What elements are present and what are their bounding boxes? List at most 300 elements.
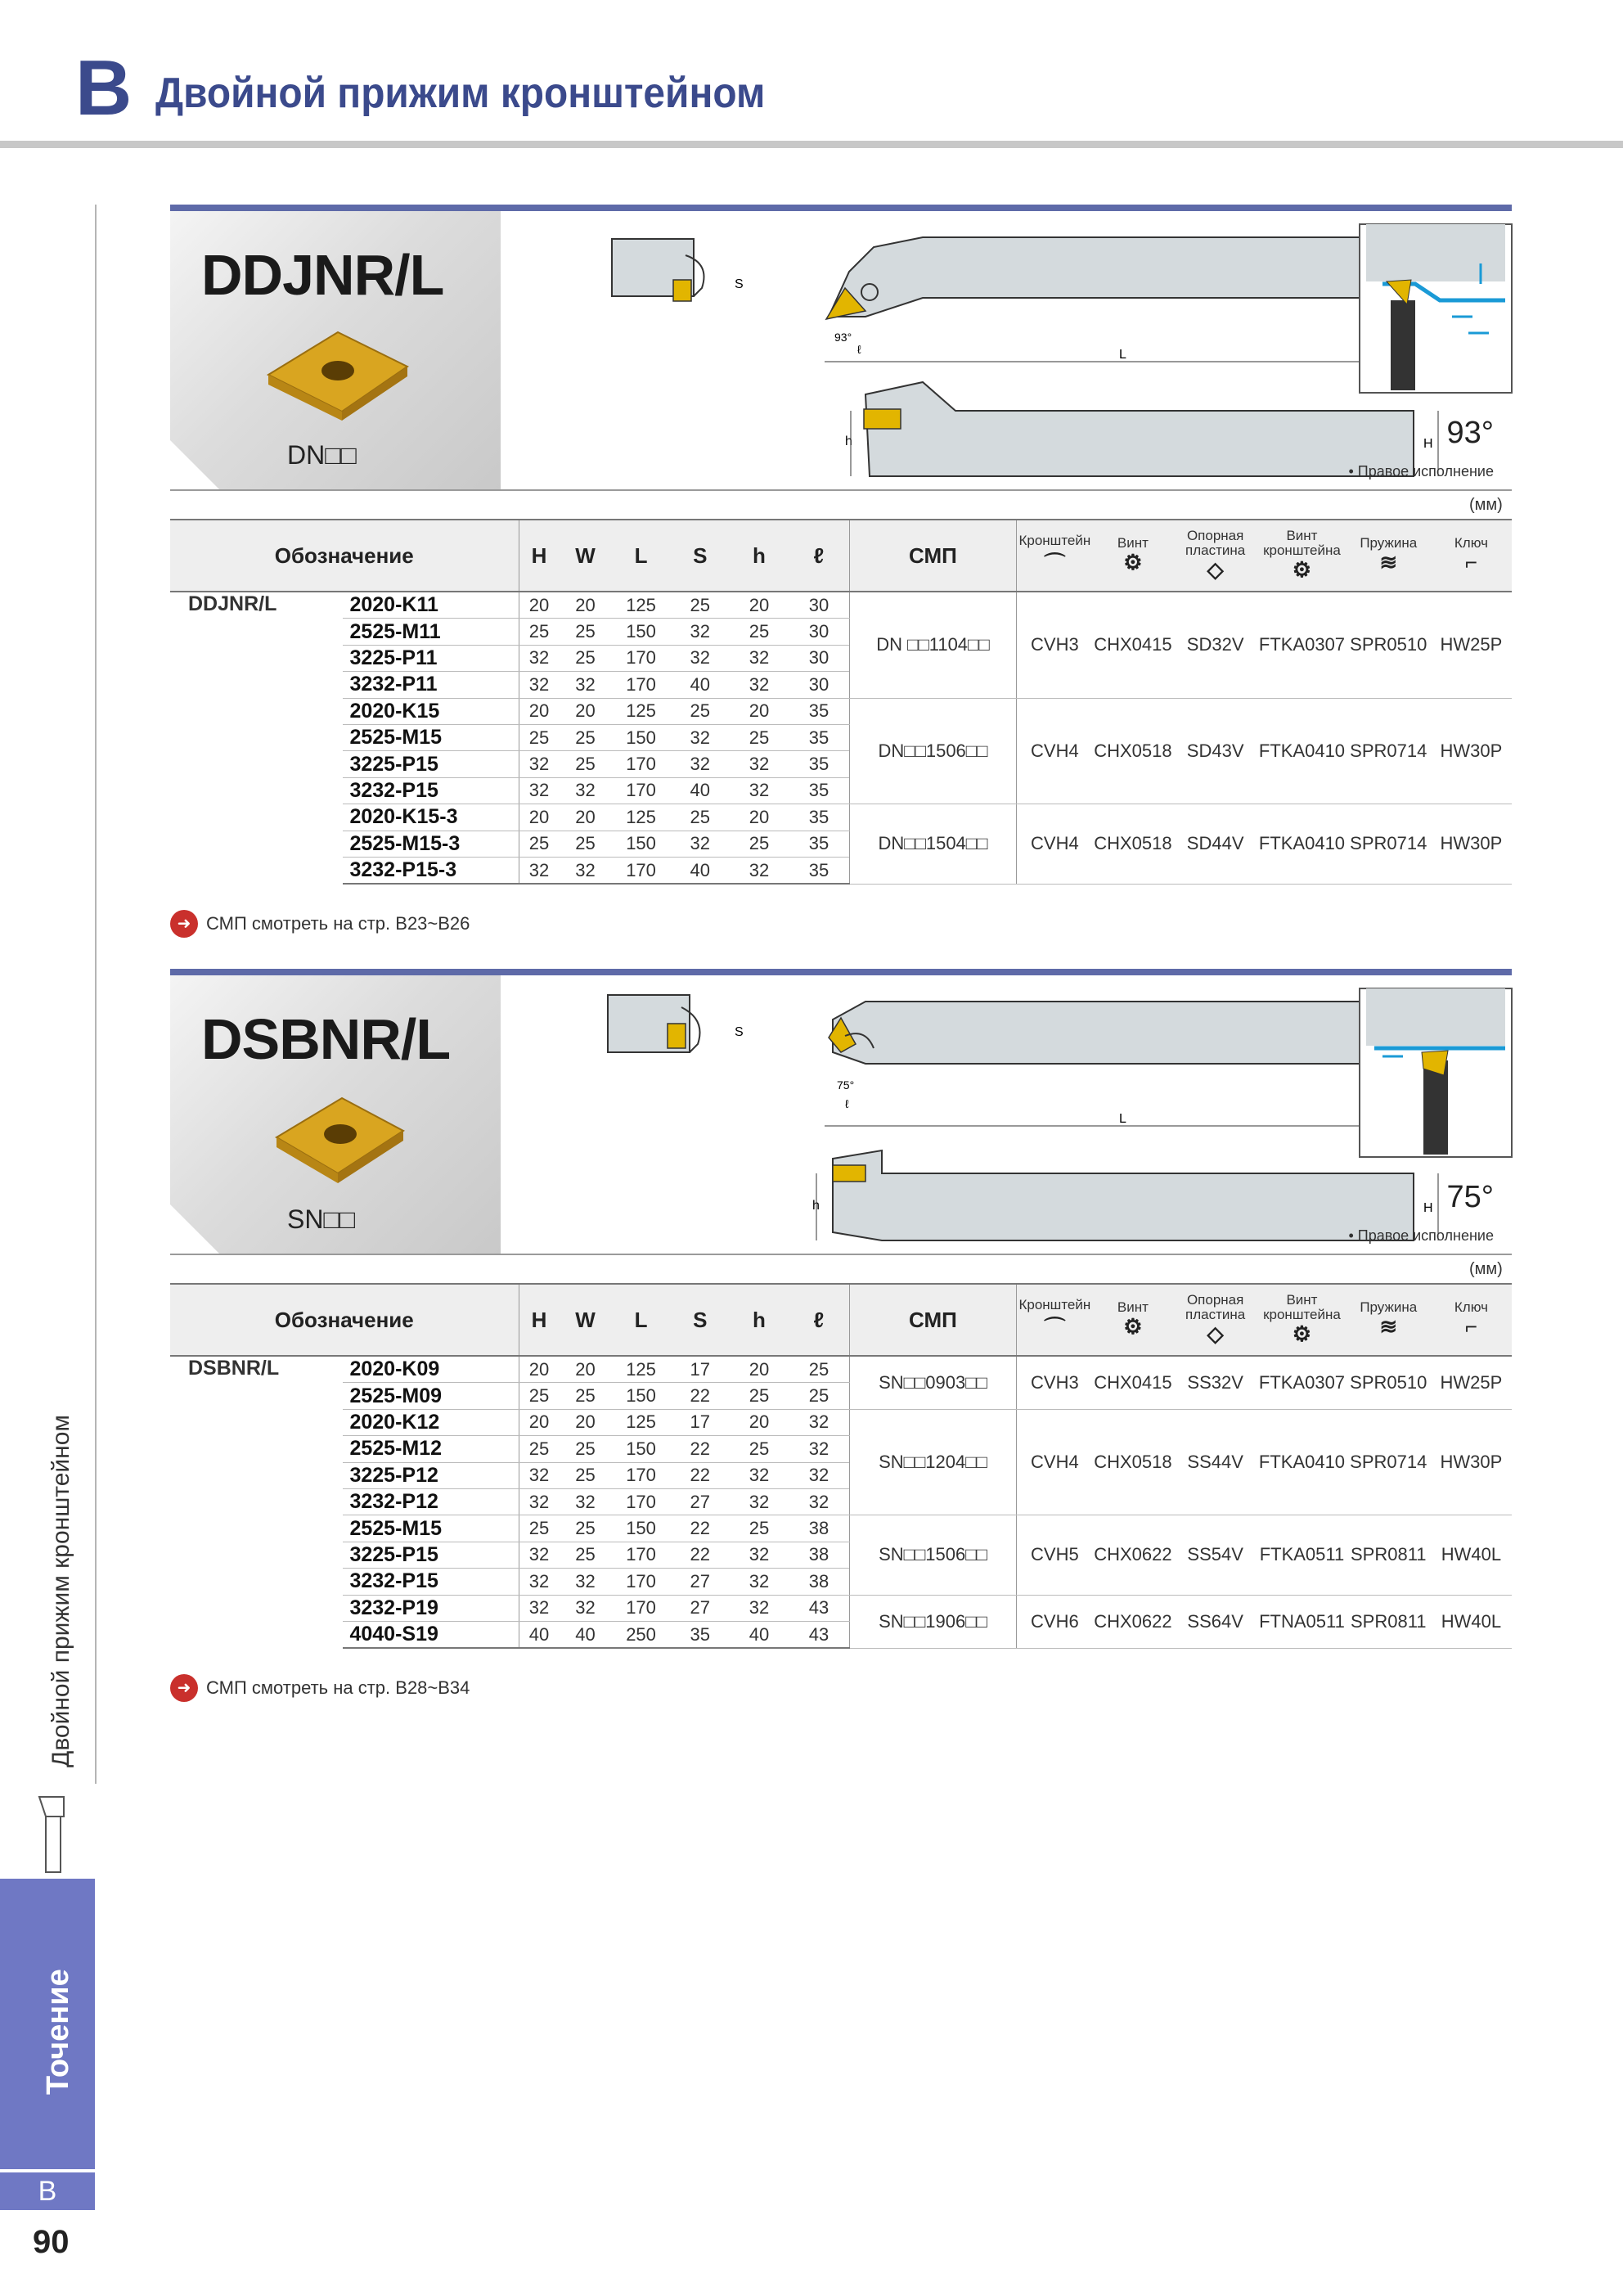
table-cell: 30 [789, 645, 849, 671]
table-cell: 170 [611, 751, 670, 777]
section1-note [170, 910, 470, 938]
table-cell: CHX0518 [1093, 804, 1173, 885]
table-cell: 40 [560, 1621, 612, 1648]
section1-execution: • Правое исполнение [1348, 463, 1494, 479]
table-cell: 40 [671, 777, 730, 804]
table-cell: 32 [730, 1542, 789, 1568]
table-cell: CHX0518 [1093, 698, 1173, 804]
side-divider [95, 205, 97, 1784]
table-cell: 2020-K15-3 [343, 804, 519, 831]
table-cell: 32 [519, 751, 560, 777]
col-H: H [519, 1284, 560, 1356]
table-cell: 20 [560, 1409, 612, 1435]
insert-cell: SN□□1906□□ [849, 1595, 1016, 1648]
table-cell: 25 [730, 1436, 789, 1462]
table-cell: 25 [560, 1462, 612, 1488]
dim-l-label: ℓ [857, 343, 861, 356]
table-cell: 25 [671, 592, 730, 619]
section1-units: (мм) [1469, 496, 1503, 514]
table-cell: 20 [560, 698, 612, 724]
table-cell: 25 [560, 619, 612, 645]
section-letter: B [75, 44, 133, 132]
table-cell: 170 [611, 1542, 670, 1568]
table-cell: SD44V [1173, 804, 1257, 885]
table-cell: 3232-P15 [343, 1569, 519, 1595]
table-cell: 38 [789, 1569, 849, 1595]
col-designation: Обозначение [170, 1284, 519, 1356]
table-cell: 25 [519, 1515, 560, 1542]
table-cell: 40 [519, 1621, 560, 1648]
col-shim: Опорная пластина [1185, 527, 1246, 558]
table-cell: 32 [519, 1542, 560, 1568]
key-icon: ⌐ [1464, 1314, 1478, 1339]
table-cell: 32 [519, 777, 560, 804]
table-cell: 32 [789, 1436, 849, 1462]
clamp-icon: ⌒ [1044, 551, 1066, 577]
table-cell: 32 [671, 724, 730, 750]
clamp-icon: ⌒ [1044, 1316, 1066, 1341]
table-cell: 2020-K09 [343, 1356, 519, 1383]
table-cell: 27 [671, 1569, 730, 1595]
table-cell: FTKA0511 [1257, 1515, 1346, 1595]
table-cell: FTKA0410 [1257, 1409, 1346, 1515]
table-cell: 170 [611, 1569, 670, 1595]
table-cell: SS64V [1173, 1595, 1257, 1648]
table-cell: CVH5 [1017, 1515, 1093, 1595]
col-screw: Винт [1117, 534, 1149, 551]
table-cell: CHX0415 [1093, 592, 1173, 698]
table-cell: 25 [671, 804, 730, 831]
section2-note [170, 1674, 470, 1702]
table-cell: 25 [519, 1383, 560, 1409]
screw-icon: ⚙ [1123, 550, 1143, 575]
table-cell: 2525-M15 [343, 1515, 519, 1542]
table-cell: SPR0714 [1347, 1409, 1431, 1515]
table-cell: 22 [671, 1515, 730, 1542]
spring-icon: ≋ [1379, 1314, 1398, 1339]
col-l: ℓ [789, 520, 849, 592]
table-cell: 170 [611, 777, 670, 804]
table-cell: 25 [560, 831, 612, 857]
table-cell: CVH4 [1017, 1409, 1093, 1515]
table-cell: 32 [560, 777, 612, 804]
col-key: Ключ [1454, 1299, 1488, 1315]
table-cell: 40 [671, 857, 730, 884]
table-cell: 40 [671, 672, 730, 698]
table-cell: HW25P [1431, 592, 1512, 698]
series-name: DDJNR/L [188, 592, 277, 615]
col-insert: СМП [849, 1284, 1016, 1356]
dim-S-label: S [735, 1025, 744, 1039]
table-cell: CVH4 [1017, 698, 1093, 804]
table-cell: FTKA0410 [1257, 804, 1346, 885]
section1-product-card [170, 211, 501, 489]
table-cell: 20 [730, 804, 789, 831]
table-cell: HW40L [1431, 1595, 1512, 1648]
col-clamp: Кронштейн [1018, 1296, 1091, 1312]
table-cell: 32 [519, 857, 560, 884]
col-shim-screw: Винт кронштейна [1263, 527, 1341, 558]
table-cell: 32 [560, 1488, 612, 1515]
table-cell: 25 [560, 1515, 612, 1542]
header-divider [0, 141, 1623, 148]
tool-thumbnail-icon [31, 1792, 77, 1874]
table-cell: 38 [789, 1542, 849, 1568]
table-cell: 32 [789, 1409, 849, 1435]
chapter-letter: B [0, 2172, 95, 2210]
table-row [170, 698, 1512, 724]
series-name: DSBNR/L [188, 1357, 280, 1380]
dn-insert-image [252, 317, 416, 424]
table-cell: 32 [789, 1462, 849, 1488]
col-clamp: Кронштейн [1018, 532, 1091, 548]
spring-icon: ≋ [1379, 550, 1398, 575]
table-cell: 2525-M12 [343, 1436, 519, 1462]
col-h: h [730, 520, 789, 592]
table-cell: 2525-M15 [343, 724, 519, 750]
pointer-icon: ➜ [170, 1674, 198, 1702]
table-cell: 25 [730, 1515, 789, 1542]
table-header-row [170, 1284, 1512, 1356]
table-cell: 170 [611, 1462, 670, 1488]
table-cell: 25 [560, 645, 612, 671]
table-cell: 170 [611, 672, 670, 698]
table-cell: 43 [789, 1621, 849, 1648]
table-cell: CVH3 [1017, 592, 1093, 698]
section2-insert-code: SN□□ [287, 1204, 356, 1234]
table-cell: 35 [789, 751, 849, 777]
col-designation: Обозначение [170, 520, 519, 592]
table-cell: 25 [730, 1383, 789, 1409]
table-header-row [170, 520, 1512, 592]
table-cell: 170 [611, 1595, 670, 1621]
table-cell: 3232-P15 [343, 777, 519, 804]
table-cell: 17 [671, 1356, 730, 1383]
table-cell: 20 [519, 804, 560, 831]
dim-l-label: ℓ [845, 1097, 849, 1110]
col-insert: СМП [849, 520, 1016, 592]
section2-note-text: СМП смотреть на стр. B28~B34 [206, 1677, 470, 1698]
table-cell: FTNA0511 [1257, 1595, 1346, 1648]
section2-angle: 75° [1446, 1180, 1494, 1214]
key-icon: ⌐ [1464, 550, 1478, 575]
table-row [170, 1409, 1512, 1435]
section2-execution: • Правое исполнение [1348, 1227, 1494, 1244]
table-cell: 22 [671, 1436, 730, 1462]
col-W: W [560, 520, 612, 592]
shim-screw-icon: ⚙ [1292, 1321, 1312, 1347]
table-cell: 125 [611, 698, 670, 724]
table-cell: 25 [730, 724, 789, 750]
table-row [170, 1595, 1512, 1621]
table-cell: 32 [560, 1595, 612, 1621]
table-cell: 20 [560, 804, 612, 831]
table-cell: 150 [611, 1436, 670, 1462]
table-cell: 125 [611, 592, 670, 619]
table-cell: 150 [611, 1515, 670, 1542]
shim-icon: ◇ [1207, 1321, 1224, 1347]
table-cell: 32 [730, 645, 789, 671]
table-cell: 32 [519, 1595, 560, 1621]
table-cell: 25 [519, 724, 560, 750]
col-H: H [519, 520, 560, 592]
table-cell: 22 [671, 1462, 730, 1488]
table-cell: 17 [671, 1409, 730, 1435]
table-cell: 35 [789, 857, 849, 884]
table-cell: 25 [560, 751, 612, 777]
dim-H-label: H [1423, 1201, 1433, 1215]
col-shim-screw: Винт кронштейна [1263, 1291, 1341, 1322]
col-spring: Пружина [1360, 534, 1418, 551]
section1-application-sketch [1358, 223, 1513, 394]
table-row [170, 804, 1512, 831]
table-cell: 35 [789, 724, 849, 750]
table-cell: SS54V [1173, 1515, 1257, 1595]
table-cell: 125 [611, 1356, 670, 1383]
table-cell: HW30P [1431, 804, 1512, 885]
table-cell: 25 [730, 619, 789, 645]
insert-cell: DN□□1504□□ [849, 804, 1016, 885]
table-cell: SPR0714 [1347, 804, 1431, 885]
table-cell: 32 [730, 777, 789, 804]
dim-angle-label: 93° [834, 331, 852, 344]
table-cell: SPR0811 [1347, 1595, 1431, 1648]
table-cell: HW25P [1431, 1356, 1512, 1409]
col-L: L [611, 1284, 670, 1356]
table-cell: SS44V [1173, 1409, 1257, 1515]
table-cell: 20 [519, 698, 560, 724]
table-cell: 32 [730, 857, 789, 884]
section1-insert-code: DN□□ [287, 440, 357, 470]
section2-product-card [170, 975, 501, 1254]
table-cell: 32 [671, 645, 730, 671]
table-cell: FTKA0307 [1257, 1356, 1346, 1409]
section1-panel [170, 211, 1512, 491]
table-cell: 25 [789, 1383, 849, 1409]
table-cell: 20 [560, 1356, 612, 1383]
table-cell: 32 [560, 672, 612, 698]
col-S: S [671, 520, 730, 592]
col-W: W [560, 1284, 612, 1356]
table-cell: CHX0415 [1093, 1356, 1173, 1409]
table-cell: 32 [671, 831, 730, 857]
dim-L-label: L [1119, 1112, 1126, 1126]
table-cell: 4040-S19 [343, 1621, 519, 1648]
table-cell: 32 [519, 672, 560, 698]
table-cell: CVH4 [1017, 804, 1093, 885]
table-cell: HW30P [1431, 1409, 1512, 1515]
table-cell: 20 [730, 592, 789, 619]
table-cell: 20 [730, 1356, 789, 1383]
table-cell: 170 [611, 1488, 670, 1515]
table-cell: SPR0714 [1347, 698, 1431, 804]
table-cell: 20 [519, 592, 560, 619]
col-S: S [671, 1284, 730, 1356]
table-cell: 22 [671, 1542, 730, 1568]
section1-spec-table [170, 519, 1512, 885]
table-cell: 3232-P19 [343, 1595, 519, 1621]
dim-L-label: L [1119, 348, 1126, 362]
table-cell: 3232-P15-3 [343, 857, 519, 884]
table-cell: 30 [789, 619, 849, 645]
section1-note-text: СМП смотреть на стр. B23~B26 [206, 913, 470, 934]
table-cell: 250 [611, 1621, 670, 1648]
table-cell: 170 [611, 857, 670, 884]
table-cell: SPR0811 [1347, 1515, 1431, 1595]
table-row [170, 592, 1512, 619]
table-cell: 25 [789, 1356, 849, 1383]
shim-screw-icon: ⚙ [1292, 557, 1312, 583]
col-spring: Пружина [1360, 1299, 1418, 1315]
table-cell: 30 [789, 592, 849, 619]
table-cell: 20 [519, 1409, 560, 1435]
table-cell: 3232-P12 [343, 1488, 519, 1515]
table-cell: 32 [671, 619, 730, 645]
table-cell: 2020-K12 [343, 1409, 519, 1435]
col-l: ℓ [789, 1284, 849, 1356]
table-cell: SS32V [1173, 1356, 1257, 1409]
table-cell: 2525-M15-3 [343, 831, 519, 857]
table-cell: 25 [671, 698, 730, 724]
table-cell: 2525-M11 [343, 619, 519, 645]
table-cell: 3225-P12 [343, 1462, 519, 1488]
section2-product-code: DSBNR/L [201, 1007, 451, 1071]
table-cell: CHX0622 [1093, 1515, 1173, 1595]
table-cell: SD43V [1173, 698, 1257, 804]
table-cell: CHX0518 [1093, 1409, 1173, 1515]
table-cell: 30 [789, 672, 849, 698]
table-cell: 32 [671, 751, 730, 777]
table-cell: 32 [730, 1488, 789, 1515]
section2-units: (мм) [1469, 1260, 1503, 1278]
table-cell: 20 [730, 1409, 789, 1435]
table-cell: 32 [730, 751, 789, 777]
table-cell: 3225-P11 [343, 645, 519, 671]
table-cell: 35 [789, 698, 849, 724]
table-cell: 25 [560, 1542, 612, 1568]
insert-cell: SN□□1204□□ [849, 1409, 1016, 1515]
table-cell: 32 [519, 645, 560, 671]
table-cell: 25 [560, 1383, 612, 1409]
table-cell: 2020-K15 [343, 698, 519, 724]
table-cell: 150 [611, 724, 670, 750]
section2-application-sketch [1358, 987, 1513, 1159]
table-cell: 35 [671, 1621, 730, 1648]
table-cell: 32 [560, 857, 612, 884]
table-cell: 32 [789, 1488, 849, 1515]
table-cell: 40 [730, 1621, 789, 1648]
table-cell: 32 [730, 672, 789, 698]
table-cell: 32 [519, 1488, 560, 1515]
table-cell: 27 [671, 1595, 730, 1621]
section2-panel [170, 975, 1512, 1255]
table-cell: 150 [611, 1383, 670, 1409]
table-row [170, 1515, 1512, 1542]
table-cell: 25 [560, 1436, 612, 1462]
insert-cell: DN□□1506□□ [849, 698, 1016, 804]
shim-icon: ◇ [1207, 557, 1224, 583]
page-number: 90 [33, 2224, 70, 2260]
col-key: Ключ [1454, 534, 1488, 551]
table-cell: 150 [611, 831, 670, 857]
sn-insert-image [252, 1082, 416, 1188]
dim-h-label: h [845, 434, 852, 448]
table-cell: 25 [519, 619, 560, 645]
table-cell: 20 [519, 1356, 560, 1383]
insert-cell: DN □□1104□□ [849, 592, 1016, 698]
section2-top-bar [170, 969, 1512, 975]
table-cell: 25 [519, 1436, 560, 1462]
dim-H-label: H [1423, 437, 1433, 451]
table-cell: 27 [671, 1488, 730, 1515]
section2-spec-table [170, 1283, 1512, 1649]
table-cell: 32 [730, 1569, 789, 1595]
insert-cell: SN□□0903□□ [849, 1356, 1016, 1409]
table-cell: 35 [789, 831, 849, 857]
table-cell: FTKA0410 [1257, 698, 1346, 804]
table-cell: 150 [611, 619, 670, 645]
table-cell: CVH3 [1017, 1356, 1093, 1409]
table-cell: 3232-P11 [343, 672, 519, 698]
table-cell: 32 [519, 1462, 560, 1488]
table-cell: 20 [730, 698, 789, 724]
table-cell: 20 [560, 592, 612, 619]
dim-S-label: S [735, 277, 744, 291]
table-cell: 35 [789, 804, 849, 831]
table-cell: 32 [730, 1462, 789, 1488]
col-h: h [730, 1284, 789, 1356]
page-title: Двойной прижим кронштейном [155, 70, 766, 117]
col-screw: Винт [1117, 1299, 1149, 1315]
table-cell: 3225-P15 [343, 751, 519, 777]
pointer-icon: ➜ [170, 910, 198, 938]
table-cell: 32 [560, 1569, 612, 1595]
table-cell: 22 [671, 1383, 730, 1409]
screw-icon: ⚙ [1123, 1314, 1143, 1339]
table-cell: 32 [519, 1569, 560, 1595]
table-cell: 43 [789, 1595, 849, 1621]
table-cell: FTKA0307 [1257, 592, 1346, 698]
table-cell: SPR0510 [1347, 1356, 1431, 1409]
table-cell: HW30P [1431, 698, 1512, 804]
table-cell: 125 [611, 1409, 670, 1435]
table-cell: 32 [730, 1595, 789, 1621]
table-cell: 170 [611, 645, 670, 671]
section1-product-code: DDJNR/L [201, 243, 444, 307]
section1-angle: 93° [1446, 416, 1494, 450]
insert-cell: SN□□1506□□ [849, 1515, 1016, 1595]
table-cell: HW40L [1431, 1515, 1512, 1595]
table-cell: SD32V [1173, 592, 1257, 698]
table-row [170, 1356, 1512, 1383]
table-cell: SPR0510 [1347, 592, 1431, 698]
table-cell: 125 [611, 804, 670, 831]
table-cell: 2525-M09 [343, 1383, 519, 1409]
col-shim: Опорная пластина [1185, 1291, 1246, 1322]
section1-top-bar [170, 205, 1512, 211]
dim-h-label: h [812, 1199, 820, 1213]
table-cell: 25 [519, 831, 560, 857]
table-cell: CHX0622 [1093, 1595, 1173, 1648]
table-cell: 25 [730, 831, 789, 857]
table-cell: CVH6 [1017, 1595, 1093, 1648]
table-cell: 2020-K11 [343, 592, 519, 619]
side-vertical-title: Двойной прижим кронштейном [47, 1414, 74, 1767]
table-cell: 25 [560, 724, 612, 750]
table-cell: 38 [789, 1515, 849, 1542]
table-cell: 35 [789, 777, 849, 804]
chapter-tab-label: Точение [41, 1969, 75, 2095]
